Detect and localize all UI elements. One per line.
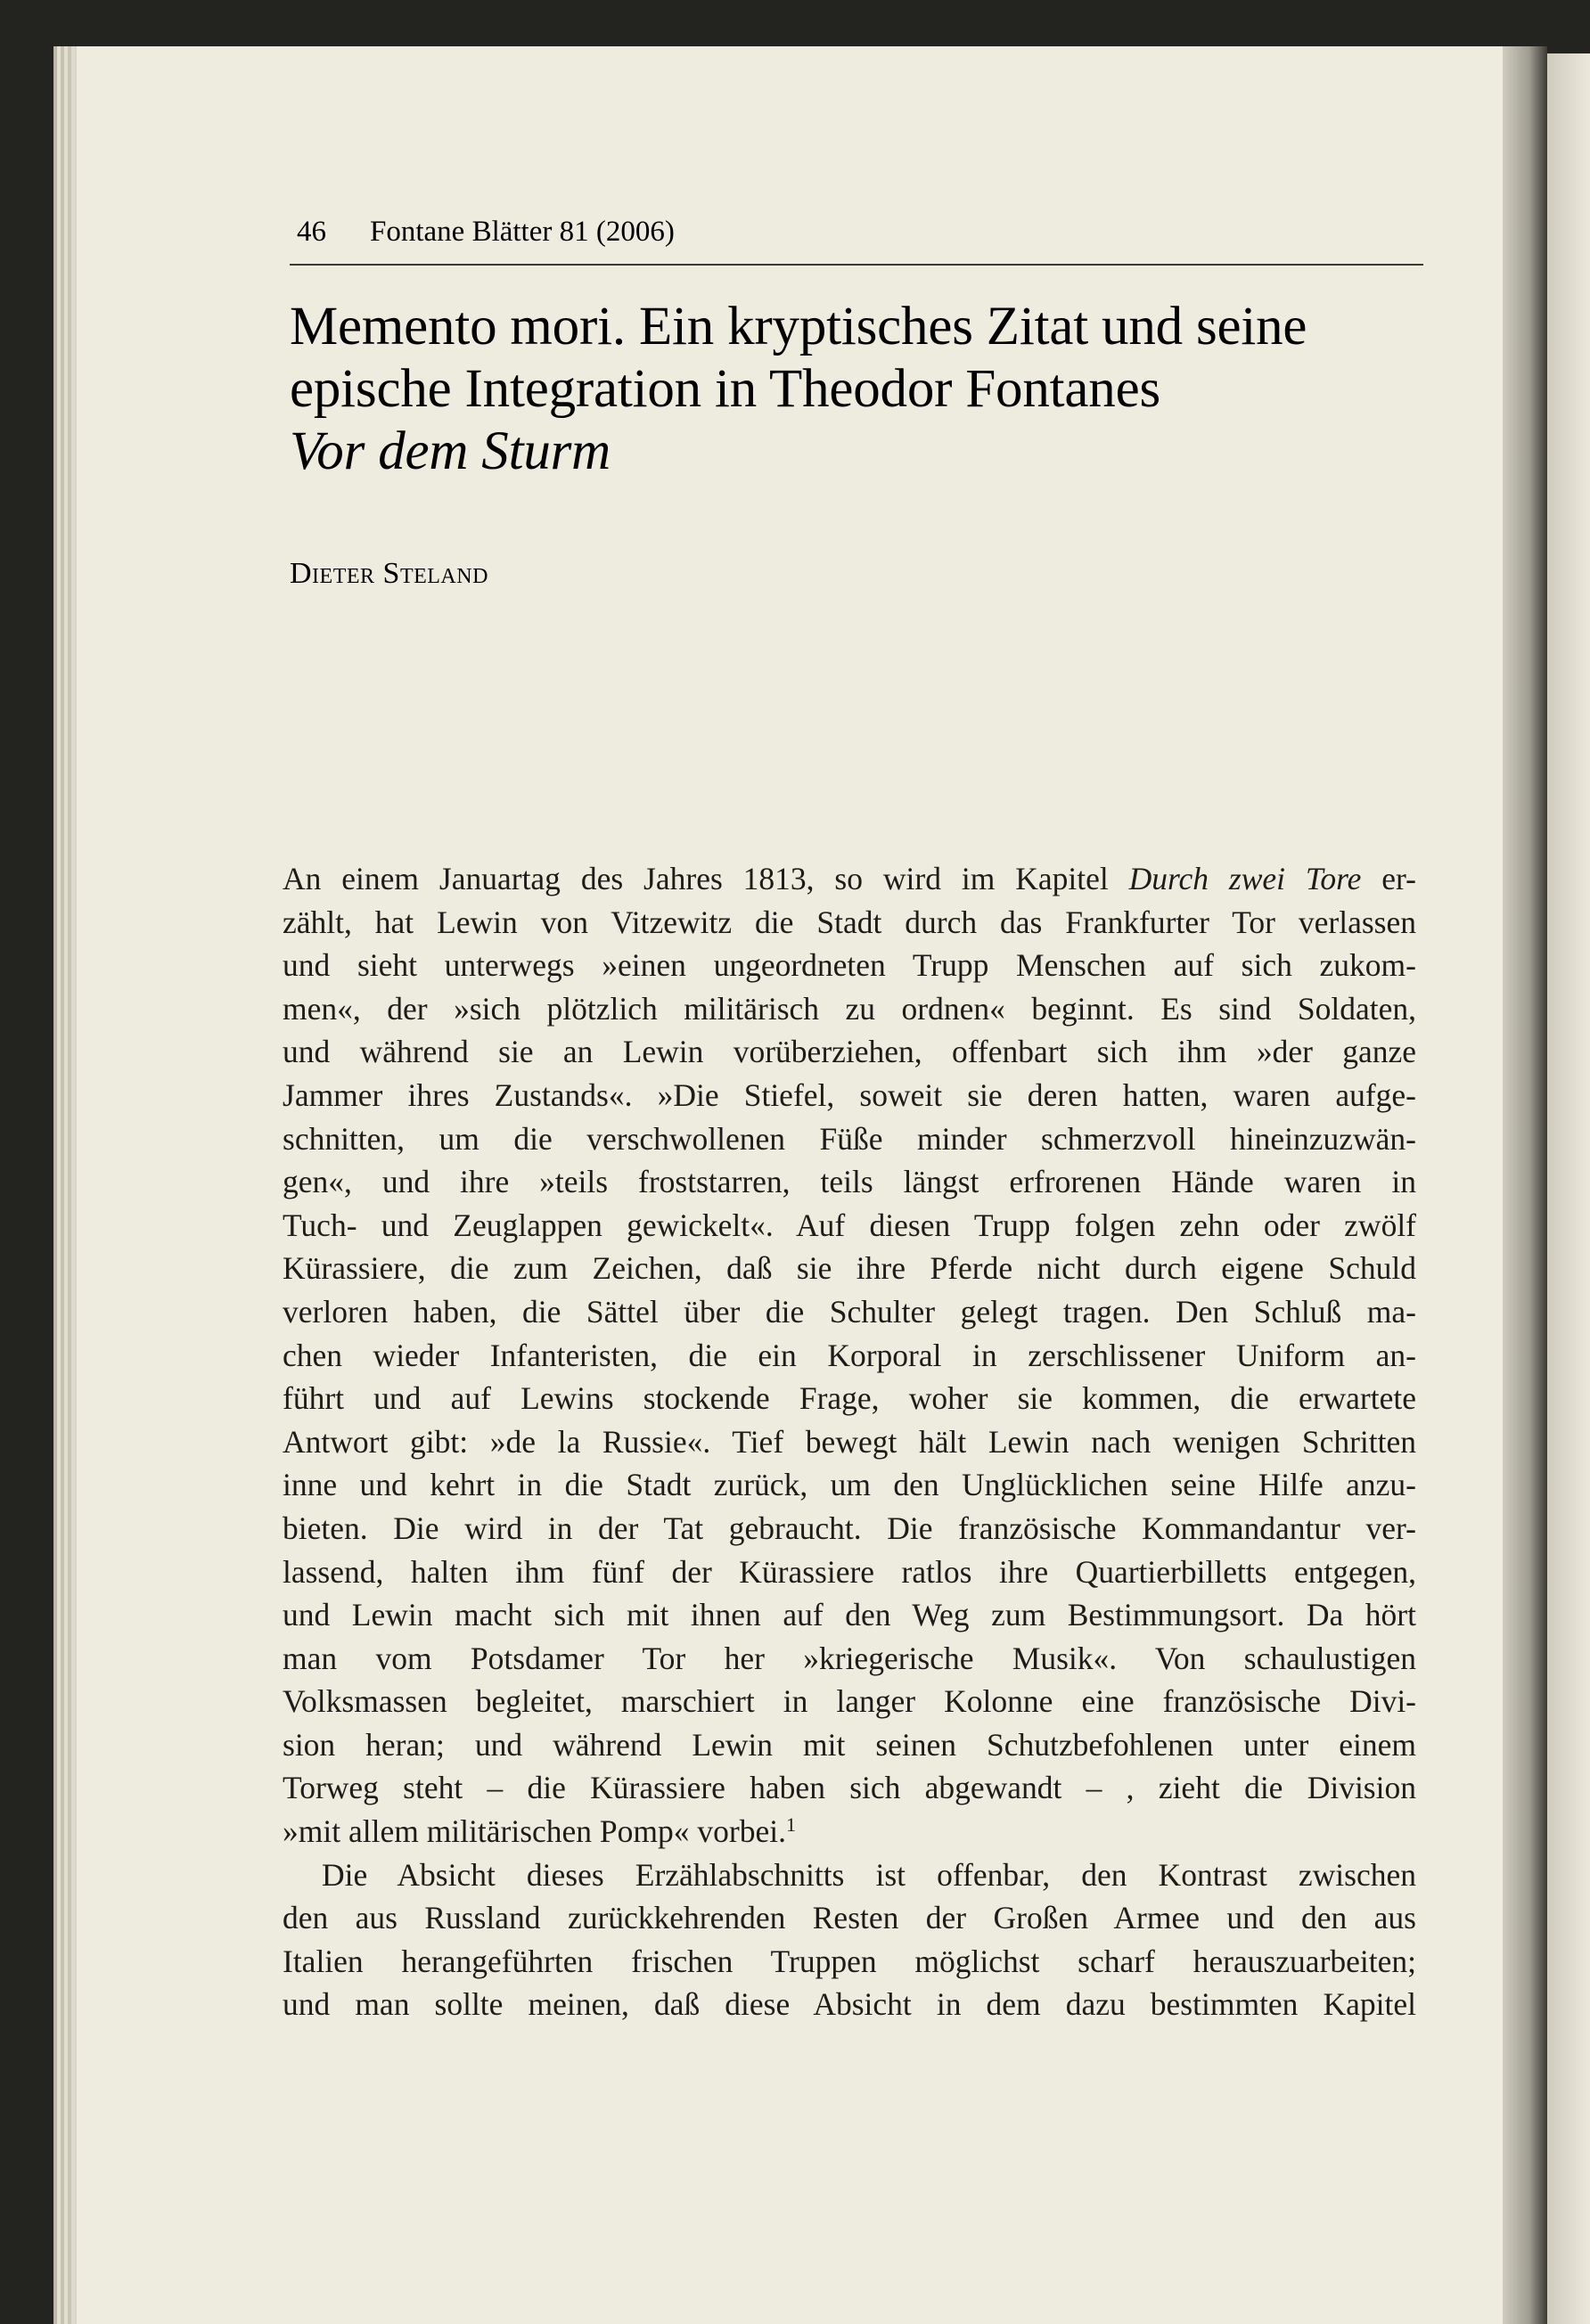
body-line: bieten. Die wird in der Tat gebraucht. Die französische Kommandantur ver- — [283, 1510, 1416, 1546]
body-line: verloren haben, die Sättel über die Schulter gelegt tragen. Den Schluß ma- — [283, 1293, 1416, 1330]
body-line: Volksmassen begleitet, marschiert in langer Kolonne eine französische Divi- — [283, 1683, 1416, 1720]
body-line: den aus Russland zurückkehrenden Resten der Großen Armee und den aus — [283, 1900, 1416, 1936]
body-line: Antwort gibt: »de la Russie«. Tief bewegt hält Lewin nach wenigen Schritten — [283, 1423, 1416, 1460]
body-line: inne und kehrt in die Stadt zurück, um den Unglücklichen seine Hilfe anzu- — [283, 1467, 1416, 1503]
body-line: zählt, hat Lewin von Vitzewitz die Stadt durch das Frankfurter Tor verlassen — [283, 904, 1416, 940]
body-line: lassend, halten ihm fünf der Kürassiere ratlos ihre Quartierbilletts entgegen, — [283, 1553, 1416, 1590]
body-line: Italien herangeführten frischen Truppen möglichst scharf herauszuarbeiten; — [283, 1943, 1416, 1979]
body-line: Tuch- und Zeuglappen gewickelt«. Auf diesen Trupp folgen zehn oder zwölf — [283, 1207, 1416, 1243]
page-number: 46 — [297, 216, 326, 248]
author-name: Dieter Steland — [290, 557, 488, 590]
body-line: führt und auf Lewins stockende Frage, woher sie kommen, die erwartete — [283, 1380, 1416, 1417]
body-line: An einem Januartag des Jahres 1813, so wird im Kapitel Durch zwei Tore er- — [283, 861, 1416, 896]
body-line: chen wieder Infanteristen, die ein Korporal in zerschlissener Uniform an- — [283, 1337, 1416, 1373]
running-head — [290, 216, 1423, 266]
article-title — [290, 296, 1448, 483]
body-line: men«, der »sich plötzlich militärisch zu ordnen« beginnt. Es sind Soldaten, — [283, 990, 1416, 1027]
facing-page-edge — [1547, 53, 1590, 2324]
binding-gutter — [1503, 46, 1547, 2324]
body-line: und sieht unterwegs »einen ungeordneten Trupp Menschen auf sich zukom- — [283, 947, 1416, 984]
body-line: Kürassiere, die zum Zeichen, daß sie ihre Pferde nicht durch eigene Schuld — [283, 1250, 1416, 1287]
body-line: Die Absicht dieses Erzählabschnitts ist offenbar, den Kontrast zwischen — [322, 1856, 1416, 1893]
body-line: Torweg steht – die Kürassiere haben sich abgewandt – , zieht die Division — [283, 1770, 1416, 1806]
body-line: Jammer ihres Zustands«. »Die Stiefel, soweit sie deren hatten, waren aufge- — [283, 1076, 1416, 1113]
chapter-title: Durch zwei Tore — [1128, 861, 1362, 896]
title-line-1: Memento mori. Ein kryptisches Zitat und seine — [290, 297, 1307, 356]
body-line: gen«, und ihre »teils froststarren, teils längst erfrorenen Hände waren in — [283, 1164, 1416, 1200]
footnote-reference[interactable]: 1 — [785, 1813, 796, 1837]
body-line: man vom Potsdamer Tor her »kriegerische Musik«. Von schaulustigen — [283, 1640, 1416, 1676]
title-line-3-book-title: Vor dem Sturm — [290, 421, 611, 481]
body-line: schnitten, um die verschwollenen Füße minder schmerzvoll hineinzuzwän- — [283, 1120, 1416, 1157]
title-line-2: epische Integration in Theodor Fontanes — [290, 359, 1160, 419]
body-line: »mit allem militärischen Pomp« vorbei.$^1$ — [283, 1813, 796, 1850]
body-line: und während sie an Lewin vorüberziehen, offenbart sich ihm »der ganze — [283, 1034, 1416, 1070]
body-line: und man sollte meinen, daß diese Absicht in dem dazu bestimmten Kapitel — [283, 1986, 1416, 2023]
journal-citation: Fontane Blätter 81 (2006) — [370, 216, 675, 248]
article-body — [283, 857, 1416, 2026]
body-line: sion heran; und während Lewin mit seinen Schutzbefohlenen unter einem — [283, 1726, 1416, 1763]
body-line: und Lewin macht sich mit ihnen auf den Weg zum Bestimmungsort. Da hört — [283, 1597, 1416, 1633]
